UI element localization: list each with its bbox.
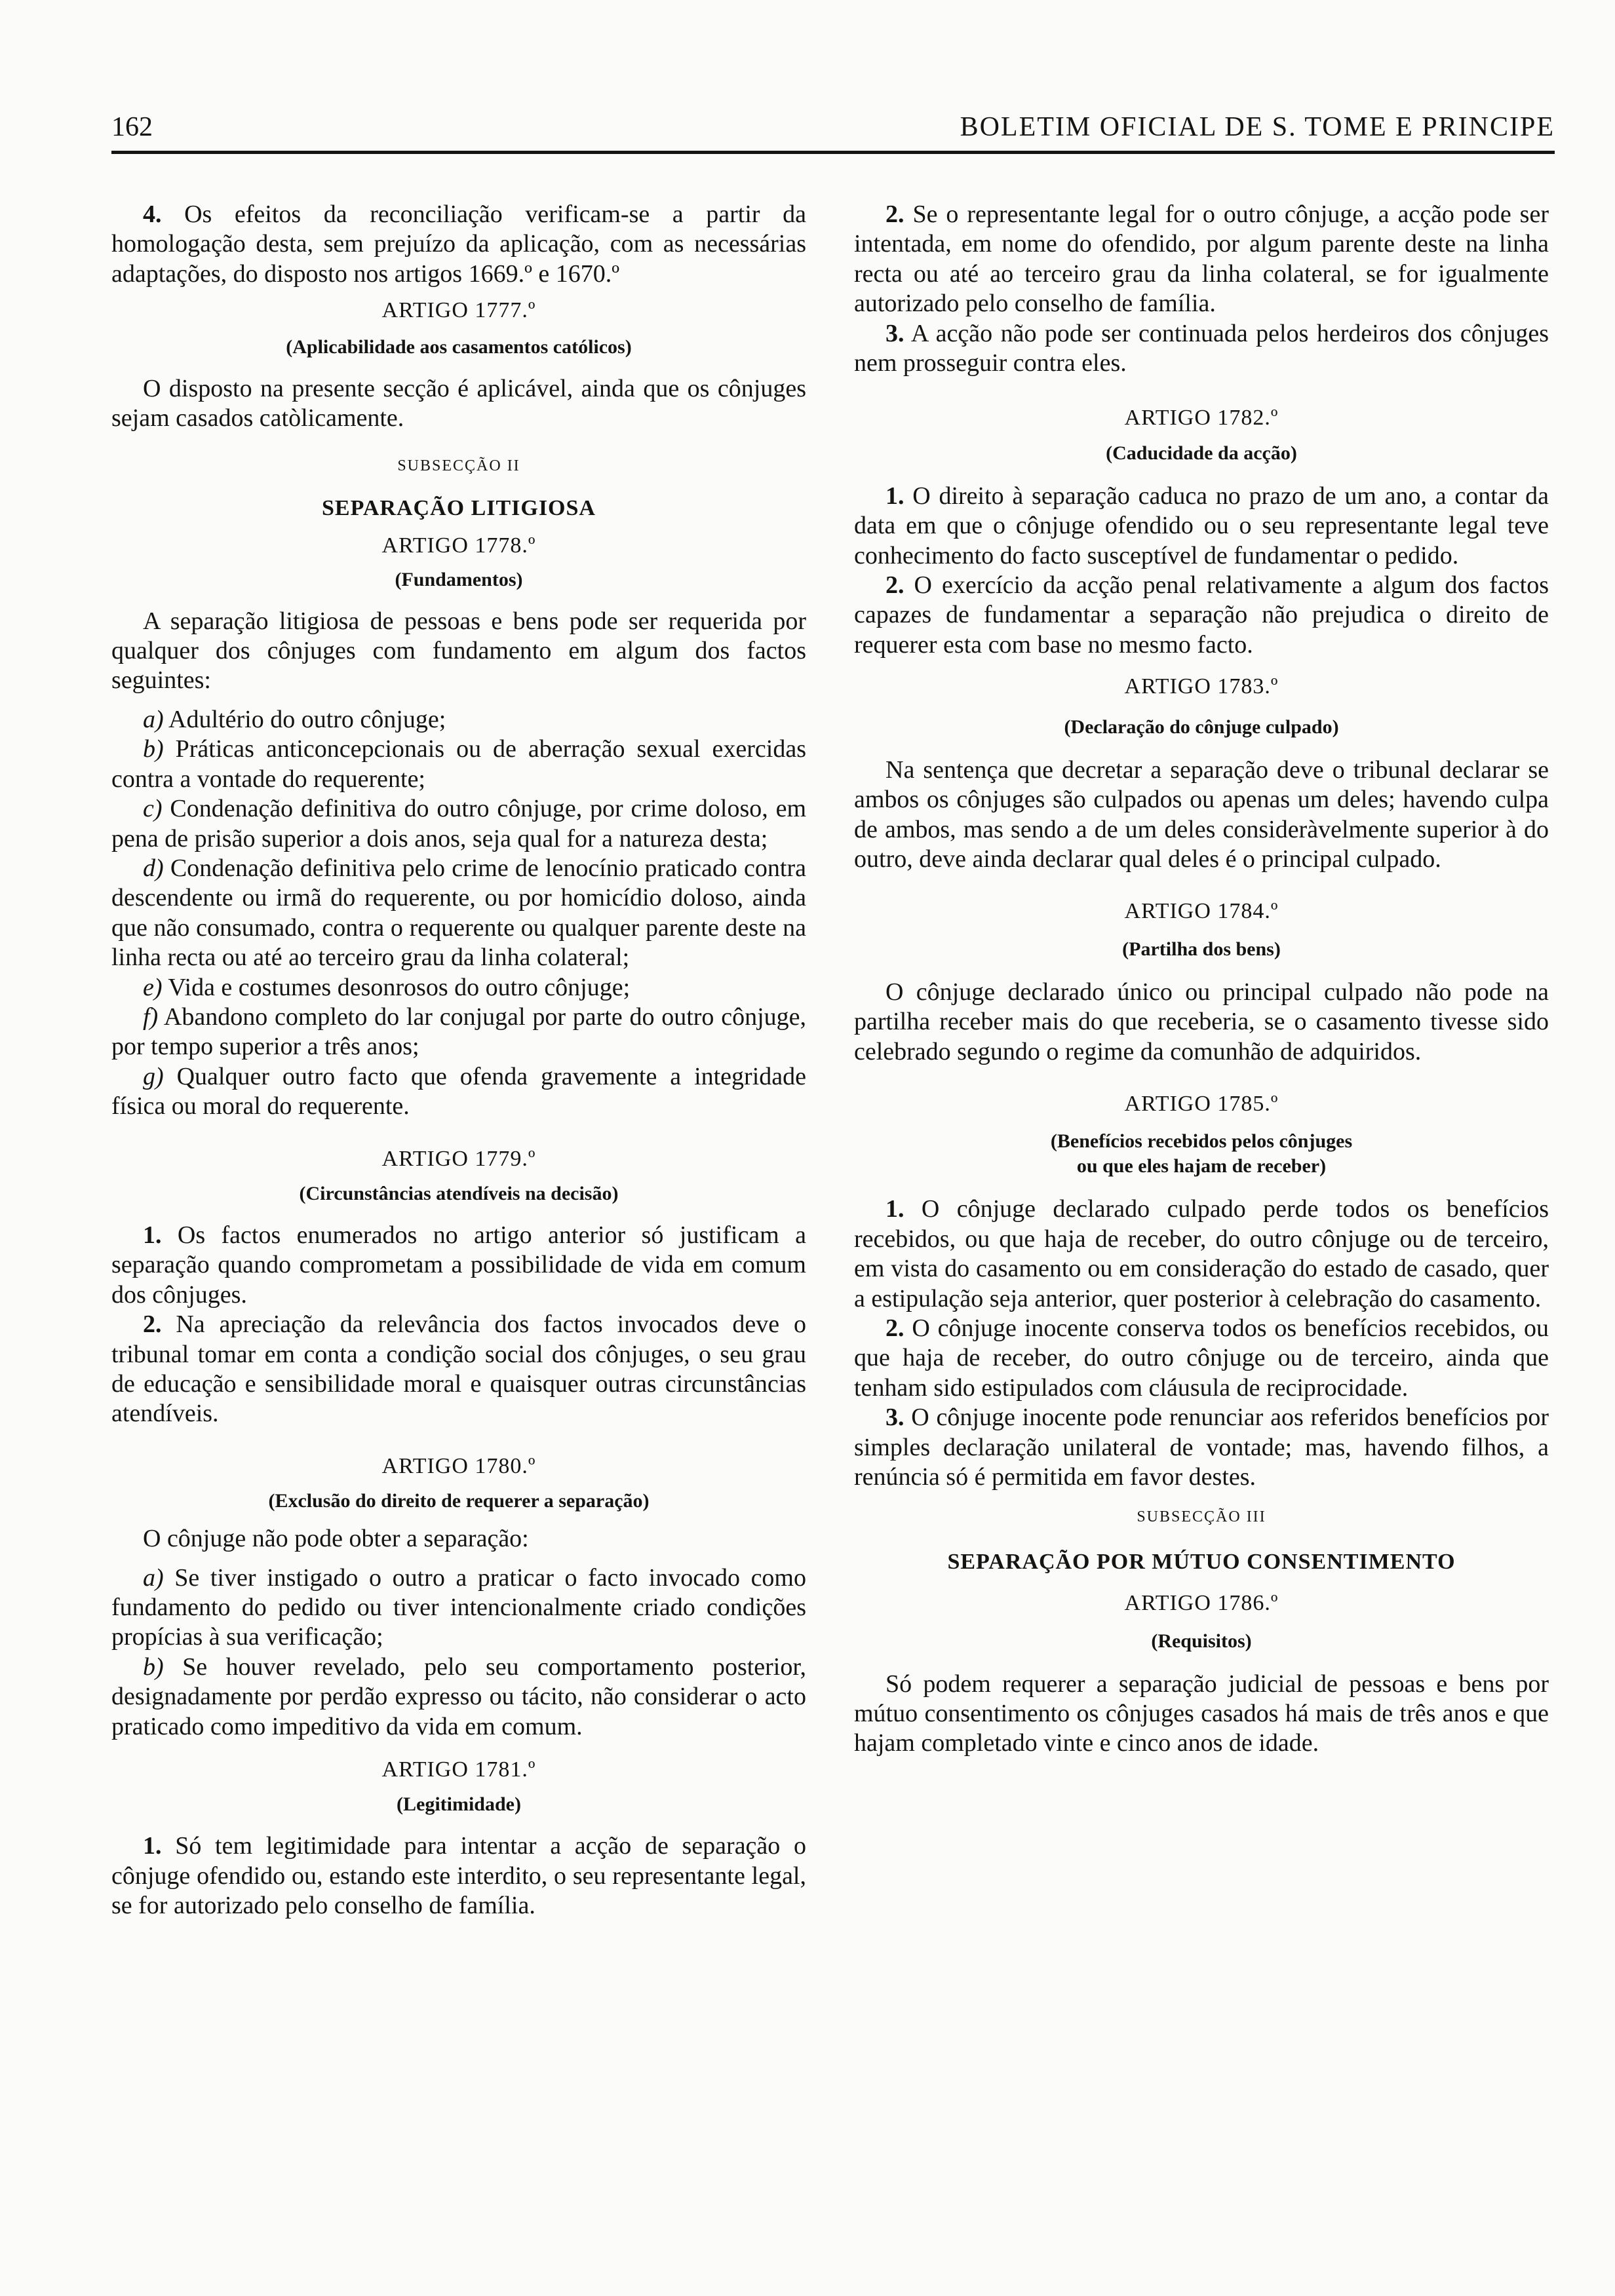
paragraph [854,319,1549,379]
list-item [111,973,806,1003]
item-text: Condenação definitiva pelo crime de lenocínio praticado contra descendente ou irmã do requerente, ou por homicídio doloso, ainda que não consumado, contra o requerente ou qualquer parente deste na linha recta ou até ao terceiro grau da linha colateral; [111,854,806,972]
item-label: a) [143,1563,164,1592]
paragraph [854,571,1549,660]
item-text: Qualquer outro facto que ofenda gravemente a integridade física ou moral do requerente. [111,1062,806,1120]
paragraph-text: O cônjuge inocente pode renunciar aos referidos benefícios por simples declaração unilateral de vontade; mas, havendo filhos, a renúncia só é permitida em favor destes. [854,1404,1549,1491]
list-item [111,705,806,735]
article-title: ARTIGO 1778.º [381,533,536,558]
item-label: a) [143,705,164,733]
paragraph [854,1195,1549,1314]
paragraph: Só podem requerer a separação judicial de pessoas e bens por mútuo consentimento os cônjuges casados há mais de três anos e que hajam completado vinte e cinco anos de idade. [854,1670,1549,1757]
list-item [111,735,806,794]
article-title: ARTIGO 1777.º [381,298,536,323]
list-item [111,1062,806,1122]
article-subtitle: (Declaração do cônjuge culpado) [1064,716,1339,738]
paragraph [854,482,1549,571]
paragraph-number: 2. [885,201,905,228]
paragraph: O disposto na presente secção é aplicável, ainda que os cônjuges sejam casados catòlicamente. [111,374,806,432]
article-subtitle: (Caducidade da acção) [1106,442,1297,464]
article-subtitle: (Circunstâncias atendíveis na decisão) [299,1182,619,1204]
article-subtitle: (Partilha dos bens) [1122,938,1281,960]
paragraph-text: Se o representante legal for o outro cônjuge, a acção pode ser intentada, em nome do ofendido, por algum parente deste na linha recta ou até ao terceiro grau da linha colateral, se for igualmente autorizado pelo conselho de família. [854,201,1549,318]
item-text: Abandono completo do lar conjugal por parte do outro cônjuge, por tempo superior a três anos; [111,1003,806,1061]
paragraph-number: 2. [143,1311,162,1339]
paragraph: A separação litigiosa de pessoas e bens pode ser requerida por qualquer dos cônjuges com fundamento em algum dos factos seguintes: [111,607,806,695]
list-item [111,854,806,973]
list-item [111,794,806,854]
paragraph-number: 3. [885,319,905,347]
item-text: Se tiver instigado o outro a praticar o facto invocado como fundamento do pedido ou tiver intencionalmente criado condições propícias à sua verificação; [111,1563,806,1651]
list-item [111,1563,806,1653]
item-text: Adultério do outro cônjuge; [163,705,446,733]
paragraph-number: 1. [143,1221,162,1249]
paragraph [111,1310,806,1429]
section-title: SEPARAÇÃO POR MÚTUO CONSENTIMENTO [947,1549,1456,1574]
item-text: Práticas anticoncepcionais ou de aberração sexual exercidas contra a vontade do requerente; [111,735,806,793]
paragraph-text: O cônjuge inocente conserva todos os benefícios recebidos, ou que haja de receber, do outro cônjuge ou de terceiro, ainda que tenham sido estipulados com cláusula de reciprocidade. [854,1314,1549,1402]
item-label: g) [143,1062,164,1090]
paragraph-text: Na apreciação da relevância dos factos invocados deve o tribunal tomar em conta a condição social dos cônjuges, o seu grau de educação e sensibilidade moral e quaisquer outras circunstâncias atendíveis. [111,1311,806,1428]
left-column [111,200,806,1921]
paragraph [111,1221,806,1310]
article-title: ARTIGO 1781.º [381,1757,536,1782]
article-title: ARTIGO 1783.º [1124,674,1279,699]
list-item [111,1003,806,1062]
paragraph-text: Só tem legitimidade para intentar a acção de separação o cônjuge ofendido ou, estando este interdito, o seu representante legal, se for autorizado pelo conselho de família. [111,1832,806,1920]
article-subtitle: (Exclusão do direito de requerer a separação) [268,1490,650,1512]
paragraph-text: A acção não pode ser continuada pelos herdeiros dos cônjuges nem prosseguir contra eles. [854,319,1549,377]
item-label: c) [143,795,163,823]
subsection-label: SUBSECÇÃO II [397,457,520,475]
paragraph: O cônjuge não pode obter a separação: [143,1525,529,1553]
article-subtitle-line: (Benefícios recebidos pelos cônjuges [1050,1130,1353,1153]
paragraph [854,1403,1549,1492]
paragraph-number: 1. [885,1195,905,1223]
item-text: Condenação definitiva do outro cônjuge, por crime doloso, em pena de prisão superior a dois anos, seja qual for a natureza desta; [111,795,806,852]
paragraph-text: O direito à separação caduca no prazo de um ano, a contar da data em que o cônjuge ofendido ou o seu representante legal teve conhecimento do facto susceptível de fundamentar o pedido. [854,482,1549,569]
article-title: ARTIGO 1782.º [1124,406,1279,430]
paragraph-number: 4. [143,201,162,228]
page-number: 162 [111,112,153,142]
article-subtitle [854,1129,1549,1179]
article-title: ARTIGO 1780.º [381,1453,536,1478]
right-column [854,200,1549,1759]
subsection-label: SUBSECÇÃO III [1137,1508,1266,1526]
paragraph [111,1831,806,1921]
list-item [111,1653,806,1742]
paragraph-text: Os factos enumerados no artigo anterior só justificam a separação quando comprometam a possibilidade de vida em comum dos cônjuges. [111,1221,806,1309]
item-label: b) [143,1653,164,1681]
section-title: SEPARAÇÃO LITIGIOSA [322,495,596,520]
article-subtitle: (Aplicabilidade aos casamentos católicos) [286,335,632,358]
article-title: ARTIGO 1785.º [1124,1091,1279,1116]
paragraph-number: 1. [885,482,905,510]
item-label: d) [143,854,164,882]
article-title: ARTIGO 1786.º [1124,1591,1279,1616]
article-subtitle: (Requisitos) [1151,1630,1252,1652]
page-header [111,98,1555,154]
article-subtitle-line: ou que eles hajam de receber) [1076,1155,1327,1177]
item-text: Vida e costumes desonrosos do outro cônjuge; [162,973,631,1001]
article-title: ARTIGO 1784.º [1124,899,1279,924]
paragraph-number: 3. [885,1404,905,1432]
journal-title: BOLETIM OFICIAL DE S. TOME E PRINCIPE [960,112,1555,142]
article-subtitle: (Legitimidade) [397,1793,521,1816]
paragraph: Na sentença que decretar a separação deve o tribunal declarar se ambos os cônjuges são culpados ou apenas um deles; havendo culpa de ambos, mas sendo a de um deles consideràvelmente superior à do outro, deve ainda declarar qual deles é o principal culpado. [854,756,1549,873]
article-subtitle: (Fundamentos) [395,568,523,590]
paragraph-text: Os efeitos da reconciliação verificam-se a partir da homologação desta, sem prejuízo da aplicação, com as necessárias adaptações, do disposto nos artigos 1669.º e 1670.º [111,201,806,288]
paragraph [854,200,1549,319]
item-text: Se houver revelado, pelo seu comportamento posterior, designadamente por perdão expresso ou tácito, não considerar o acto praticado como impeditivo da vida em comum. [111,1653,806,1740]
item-label: f) [143,1003,159,1031]
paragraph-text: O exercício da acção penal relativamente a algum dos factos capazes de fundamentar a separação não prejudica o direito de requerer esta com base no mesmo facto. [854,571,1549,659]
article-title: ARTIGO 1779.º [381,1146,536,1171]
paragraph-number: 2. [885,1314,905,1342]
paragraph-text: O cônjuge declarado culpado perde todos os benefícios recebidos, ou que haja de receber, do outro cônjuge ou de terceiro, em vista do casamento ou em consideração do estado de casado, quer a estipulação seja anterior, quer posterior à celebração do casamento. [854,1195,1549,1312]
paragraph-number: 1. [143,1832,162,1860]
item-label: e) [143,973,163,1001]
paragraph [111,200,806,289]
paragraph-number: 2. [885,571,905,600]
paragraph [854,1314,1549,1403]
paragraph: O cônjuge declarado único ou principal culpado não pode na partilha receber mais do que receberia, se o casamento tivesse sido celebrado segundo o regime da comunhão de adquiridos. [854,978,1549,1065]
item-label: b) [143,735,164,763]
